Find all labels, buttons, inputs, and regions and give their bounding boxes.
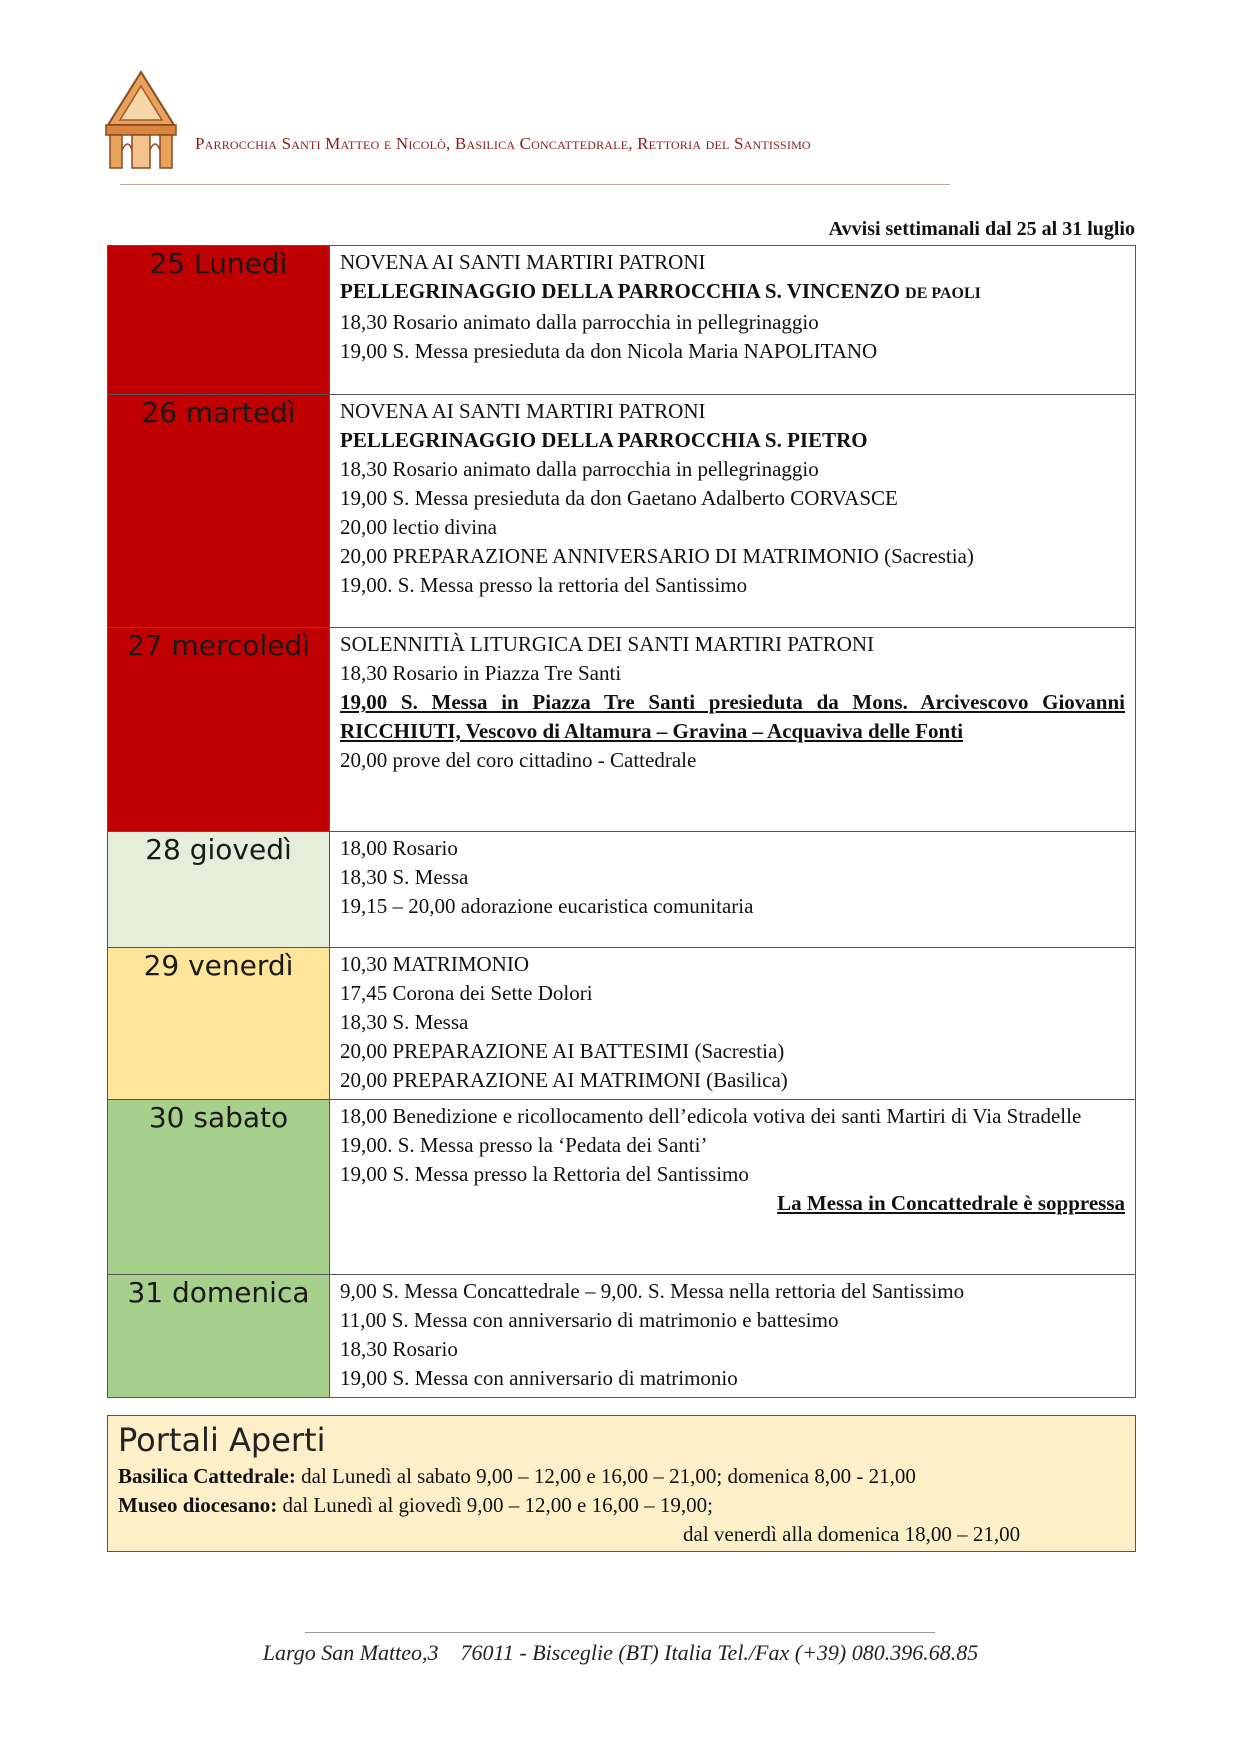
event-line: 20,00 prove del coro cittadino - Cattedrale [340, 748, 697, 772]
event-line: 18,30 Rosario animato dalla parrocchia in pellegrinaggio [340, 457, 819, 481]
event-line: 20,00 PREPARAZIONE ANNIVERSARIO DI MATRIMONIO (Sacrestia) [340, 544, 974, 568]
footer-address: Largo San Matteo,3 76011 - Bisceglie (BT) Italia Tel./Fax (+39) 080.396.68.85 [262, 1640, 979, 1665]
event-line: 20,00 PREPARAZIONE AI BATTESIMI (Sacrestia) [340, 1039, 785, 1063]
day-label: 30 sabato [108, 1100, 330, 1275]
museum-text: dal Lunedì al giovedì 9,00 – 12,00 e 16,00 – 19,00; [277, 1493, 713, 1517]
museum-hours [118, 1491, 1125, 1520]
event-line: 18,30 S. Messa [340, 865, 469, 889]
day-label: 25 Lunedì [108, 246, 330, 395]
day-events [330, 395, 1136, 628]
day-events [330, 832, 1136, 948]
event-line: 11,00 S. Messa con anniversario di matrimonio e battesimo [340, 1308, 839, 1332]
footer-divider [305, 1632, 935, 1633]
event-line: 18,30 Rosario in Piazza Tre Santi [340, 661, 622, 685]
basilica-hours [118, 1462, 1125, 1491]
event-line: 19,00 S. Messa presieduta da don Gaetano Adalberto CORVASCE [340, 486, 898, 510]
day-label: 26 martedì [108, 395, 330, 628]
opening-hours-title: Portali Aperti [118, 1421, 326, 1459]
day-events [330, 1100, 1136, 1275]
day-label: 28 giovedì [108, 832, 330, 948]
event-line: 19,00 S. Messa presieduta da don Nicola Maria NAPOLITANO [340, 339, 878, 363]
day-row-29 [108, 948, 1136, 1100]
day-row-25 [108, 246, 1136, 395]
museum-hours-weekend: dal venerdì alla domenica 18,00 – 21,00 [683, 1522, 1021, 1546]
day-row-31 [108, 1275, 1136, 1398]
event-line: 19,15 – 20,00 adorazione eucaristica comunitaria [340, 894, 754, 918]
event-line: 19,00. S. Messa presso la ‘Pedata dei Santi’ [340, 1133, 708, 1157]
event-line: 19,00 S. Messa presso la Rettoria del Santissimo [340, 1162, 749, 1186]
event-text-small-caps: DE PAOLI [905, 285, 981, 302]
event-line: NOVENA AI SANTI MARTIRI PATRONI [340, 399, 706, 423]
event-line: 18,00 Rosario [340, 836, 458, 860]
event-line: 18,30 Rosario animato dalla parrocchia in pellegrinaggio [340, 310, 819, 334]
museum-label: Museo diocesano: [118, 1493, 278, 1517]
day-events [330, 1275, 1136, 1398]
event-line: 20,00 PREPARAZIONE AI MATRIMONI (Basilica) [340, 1068, 788, 1092]
parish-logo [98, 70, 184, 170]
day-label: 31 domenica [108, 1275, 330, 1398]
event-line: PELLEGRINAGGIO DELLA PARROCCHIA S. PIETRO [340, 428, 868, 452]
event-line: 18,00 Benedizione e ricollocamento dell’edicola votiva dei santi Martiri di Via Stradelle [340, 1104, 1082, 1128]
basilica-label: Basilica Cattedrale: [118, 1464, 296, 1488]
day-label: 29 venerdì [108, 948, 330, 1100]
event-line: 18,30 Rosario [340, 1337, 458, 1361]
event-line: 10,30 MATRIMONIO [340, 952, 529, 976]
event-text: PELLEGRINAGGIO DELLA PARROCCHIA S. VINCENZO [340, 279, 900, 303]
event-line: 19,00 S. Messa in Piazza Tre Santi presieduta da Mons. Arcivescovo Giovanni RICCHIUTI, Vescovo di Altamura – Gravina – Acquaviva delle Fonti [340, 690, 1125, 743]
event-line: 19,00. S. Messa presso la rettoria del Santissimo [340, 573, 748, 597]
event-line: 17,45 Corona dei Sette Dolori [340, 981, 593, 1005]
header-divider [120, 184, 950, 185]
event-line [340, 277, 1125, 308]
mass-suppressed-note: La Messa in Concattedrale è soppressa [777, 1191, 1125, 1215]
day-events [330, 628, 1136, 832]
event-line: 18,30 S. Messa [340, 1010, 469, 1034]
basilica-text: dal Lunedì al sabato 9,00 – 12,00 e 16,00 – 21,00; domenica 8,00 - 21,00 [295, 1464, 916, 1488]
day-row-30 [108, 1100, 1136, 1275]
day-label: 27 mercoledì [108, 628, 330, 832]
parish-title: Parrocchia Santi Matteo e Nicolò, Basilica Concattedrale, Rettoria del Santissimo [195, 134, 811, 153]
event-line: 20,00 lectio divina [340, 515, 497, 539]
day-row-28 [108, 832, 1136, 948]
event-line: 19,00 S. Messa con anniversario di matrimonio [340, 1366, 738, 1390]
weekly-notices-title: Avvisi settimanali dal 25 al 31 luglio [828, 218, 1135, 240]
event-line: SOLENNITIÀ LITURGICA DEI SANTI MARTIRI PATRONI [340, 632, 875, 656]
event-line: 9,00 S. Messa Concattedrale – 9,00. S. Messa nella rettoria del Santissimo [340, 1279, 965, 1303]
day-row-27 [108, 628, 1136, 832]
day-row-26 [108, 395, 1136, 628]
day-events [330, 246, 1136, 395]
event-line: NOVENA AI SANTI MARTIRI PATRONI [340, 250, 706, 274]
day-events [330, 948, 1136, 1100]
weekly-schedule-table [107, 245, 1136, 1398]
opening-hours-box [107, 1415, 1136, 1552]
